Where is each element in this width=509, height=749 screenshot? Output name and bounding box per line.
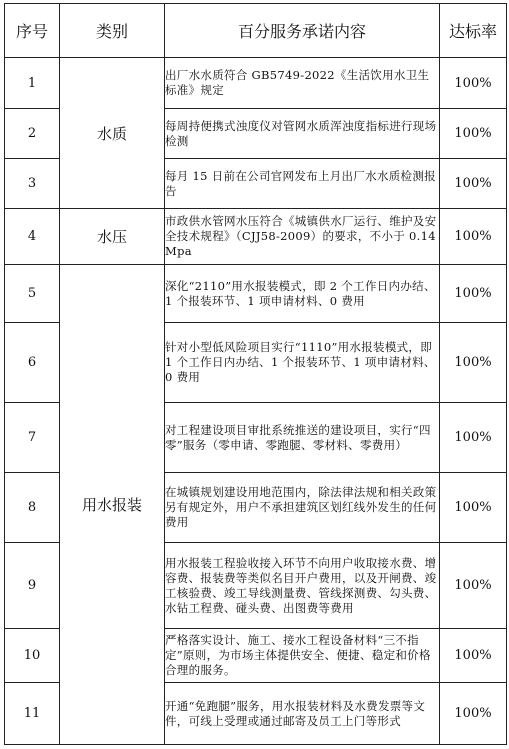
header-no: 序号 bbox=[5, 4, 60, 58]
row-no: 7 bbox=[5, 403, 60, 473]
table-row bbox=[5, 209, 507, 265]
row-content: 针对小型低风险项目实行“1110”用水报装模式，即 1 个工作日内办结、1 个报装环节、1 项申请材料、0 费用 bbox=[165, 323, 440, 403]
row-rate: 100% bbox=[440, 323, 507, 403]
row-content: 每月 15 日前在公司官网发布上月出厂水水质检测报告 bbox=[165, 159, 440, 209]
row-content: 出厂水水质符合 GB5749-2022《生活饮用水卫生标准》规定 bbox=[165, 58, 440, 109]
row-rate: 100% bbox=[440, 683, 507, 745]
table-row bbox=[5, 265, 507, 323]
table-row bbox=[5, 58, 507, 109]
row-rate: 100% bbox=[440, 58, 507, 109]
row-no: 9 bbox=[5, 543, 60, 629]
category-water-quality: 水质 bbox=[60, 58, 165, 209]
row-rate: 100% bbox=[440, 159, 507, 209]
row-rate: 100% bbox=[440, 543, 507, 629]
row-content: 用水报装工程验收接入环节不向用户收取接水费、增容费、报装费等类似名目开户费用，以及开闸费、竣工核验费、竣工导线测量费、管线探测费、勾头费、水钻工程费、碰头费、出图费等费用 bbox=[165, 543, 440, 629]
row-rate: 100% bbox=[440, 109, 507, 159]
table-header-row bbox=[5, 4, 507, 58]
row-rate: 100% bbox=[440, 209, 507, 265]
service-commitment-table bbox=[4, 3, 507, 745]
row-content: 深化“2110”用水报装模式，即 2 个工作日内办结、1 个报装环节、1 项申请材料、0 费用 bbox=[165, 265, 440, 323]
row-rate: 100% bbox=[440, 473, 507, 543]
row-content: 市政供水管网水压符合《城镇供水厂运行、维护及安全技术规程》（CJJ58-2009）的要求，不小于 0.14Mpa bbox=[165, 209, 440, 265]
row-content: 在城镇规划建设用地范围内，除法律法规和相关政策另有规定外，用户不承担建筑区划红线外发生的任何费用 bbox=[165, 473, 440, 543]
row-rate: 100% bbox=[440, 403, 507, 473]
row-rate: 100% bbox=[440, 265, 507, 323]
row-content: 每周持便携式浊度仪对管网水质浑浊度指标进行现场检测 bbox=[165, 109, 440, 159]
row-no: 2 bbox=[5, 109, 60, 159]
row-no: 11 bbox=[5, 683, 60, 745]
header-rate: 达标率 bbox=[440, 4, 507, 58]
row-no: 4 bbox=[5, 209, 60, 265]
category-water-pressure: 水压 bbox=[60, 209, 165, 265]
row-content: 开通“免跑腿”服务，用水报装材料及水费发票等文件，可线上受理或通过邮寄及员工上门等形式 bbox=[165, 683, 440, 745]
row-content: 对工程建设项目审批系统推送的建设项目，实行“四零”服务（零申请、零跑腿、零材料、零费用） bbox=[165, 403, 440, 473]
row-no: 1 bbox=[5, 58, 60, 109]
row-no: 10 bbox=[5, 629, 60, 683]
row-no: 8 bbox=[5, 473, 60, 543]
row-no: 3 bbox=[5, 159, 60, 209]
row-no: 6 bbox=[5, 323, 60, 403]
header-category: 类别 bbox=[60, 4, 165, 58]
category-installation: 用水报装 bbox=[60, 265, 165, 745]
row-rate: 100% bbox=[440, 629, 507, 683]
row-no: 5 bbox=[5, 265, 60, 323]
header-content: 百分服务承诺内容 bbox=[165, 4, 440, 58]
row-content: 严格落实设计、施工、接水工程设备材料“三不指定”原则，为市场主体提供安全、便捷、稳定和价格合理的服务。 bbox=[165, 629, 440, 683]
